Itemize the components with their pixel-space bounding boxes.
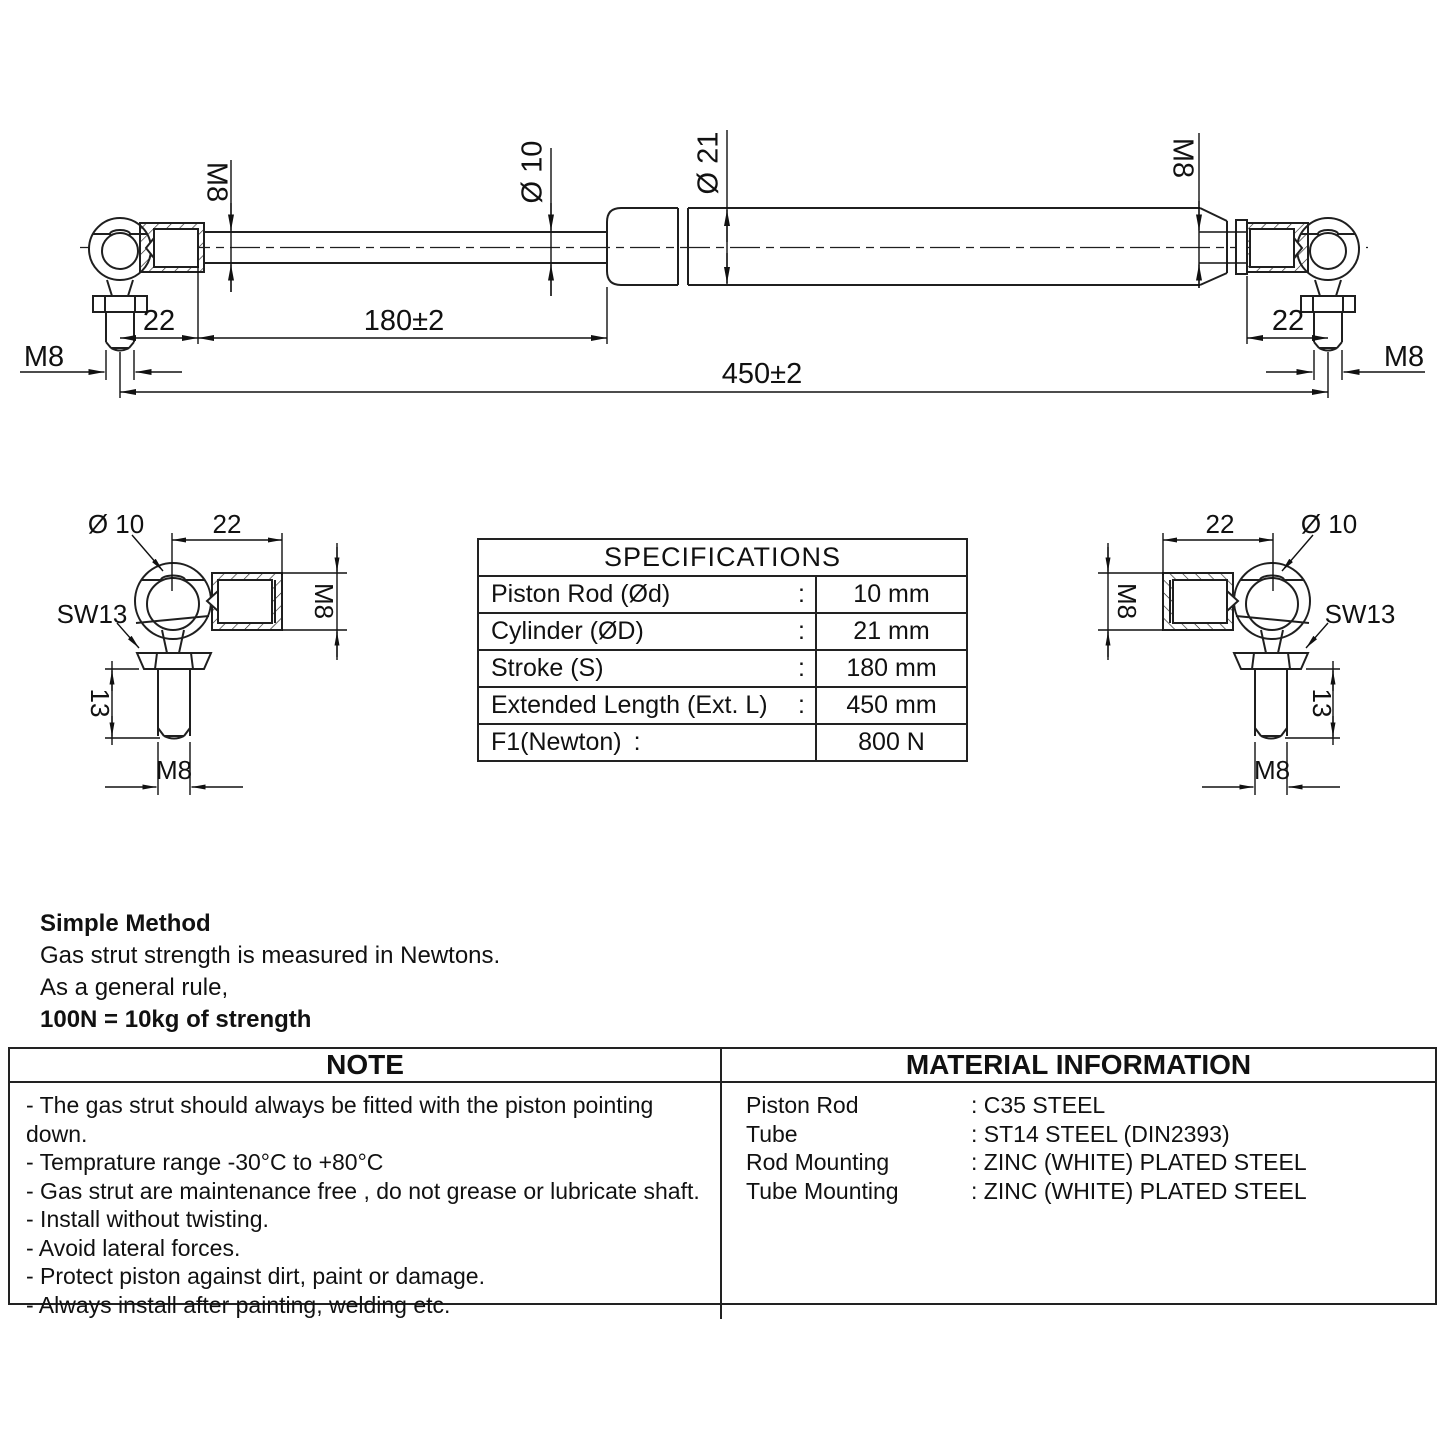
note-material-table [8, 1047, 1437, 1318]
material-value: : ZINC (WHITE) PLATED STEEL [971, 1177, 1307, 1204]
spec-value: 450 mm [846, 691, 937, 719]
material-row [746, 1148, 1427, 1177]
simple-method-block [40, 908, 500, 1036]
method-rule: 100N = 10kg of strength [40, 1006, 312, 1033]
dim-rod-diameter: Ø 10 [516, 140, 549, 204]
dim-m8-right-stud: M8 [1383, 341, 1425, 373]
detail-13-label: 13 [1307, 688, 1338, 718]
spec-label: Extended Length (Ext. L) [491, 691, 768, 719]
detail-m8-socket-label: M8 [1112, 582, 1143, 620]
spec-row-extended-length [479, 686, 966, 723]
material-row [746, 1177, 1427, 1206]
fitting-geometry [135, 563, 282, 739]
spec-label: Piston Rod (Ød) [491, 580, 671, 608]
table-header-row [10, 1049, 1435, 1083]
spec-label: Stroke (S) [491, 654, 604, 682]
table-body-row [10, 1083, 1435, 1319]
spec-label: Cylinder (ØD) [491, 617, 644, 645]
note-item: - Gas strut are maintenance free , do not grease or lubricate shaft. [26, 1177, 700, 1204]
method-title: Simple Method [40, 910, 211, 937]
spec-colon: : [798, 654, 805, 682]
spec-value: 21 mm [853, 617, 930, 645]
cylinder-tube [607, 208, 1247, 285]
detail-m8-socket-label: M8 [309, 582, 340, 620]
detail-dia10-label: Ø 10 [87, 509, 145, 539]
detail-13-label: 13 [85, 688, 116, 718]
material-label: Piston Rod [746, 1092, 859, 1118]
right-end-fitting-detail [1080, 495, 1410, 805]
dim-left-22: 22 [142, 305, 176, 337]
spec-colon: : [633, 728, 641, 756]
note-list [10, 1083, 722, 1319]
note-item: - Avoid lateral forces. [26, 1234, 241, 1261]
detail-22-label: 22 [212, 509, 242, 539]
fitting-labels [1112, 509, 1395, 785]
material-label: Tube Mounting [746, 1177, 899, 1204]
detail-m8-stud-label: M8 [155, 755, 193, 785]
spec-label: F1(Newton) [491, 728, 622, 756]
spec-row-cylinder [479, 612, 966, 649]
note-item: - Protect piston against dirt, paint or damage. [26, 1263, 485, 1289]
fitting-labels [57, 509, 340, 785]
dim-extended-450: 450±2 [721, 358, 803, 390]
specifications-table [477, 538, 968, 762]
gas-strut-main-drawing [0, 0, 1445, 470]
fitting-geometry [1163, 563, 1310, 739]
spec-colon: : [798, 617, 805, 645]
note-item: - Install without twisting. [26, 1206, 269, 1232]
detail-m8-stud-label: M8 [1253, 755, 1291, 785]
spec-colon: : [798, 580, 805, 608]
dim-m8-left-stud: M8 [23, 341, 65, 373]
spec-row-stroke [479, 649, 966, 686]
material-value: : C35 STEEL [971, 1092, 1106, 1118]
dim-stroke-180: 180±2 [363, 305, 445, 337]
dimension-labels [24, 132, 1424, 390]
dim-cylinder-diameter: Ø 21 [692, 131, 725, 195]
spec-value: 800 N [858, 728, 925, 756]
detail-22-label: 22 [1205, 509, 1235, 539]
strut-geometry [80, 208, 1368, 351]
material-row [746, 1091, 1427, 1120]
material-label: Tube [746, 1120, 798, 1147]
dim-m8-tube-thread: M8 [1166, 137, 1199, 179]
spec-value: 180 mm [846, 654, 937, 682]
material-list [722, 1083, 1435, 1319]
spec-table-title: SPECIFICATIONS [603, 542, 842, 572]
note-item: - The gas strut should always be fitted with the piston pointing down. [26, 1092, 654, 1147]
note-item: - Always install after painting, welding etc. [26, 1291, 451, 1318]
spec-row-f1-newton [479, 723, 966, 760]
left-end-fitting-detail [35, 495, 365, 805]
detail-sw13-label: SW13 [56, 599, 128, 629]
method-line: As a general rule, [40, 974, 229, 1001]
dim-right-22: 22 [1271, 305, 1305, 337]
material-header: MATERIAL INFORMATION [905, 1049, 1252, 1080]
spec-row-piston-rod [479, 575, 966, 612]
material-row [746, 1120, 1427, 1149]
dim-m8-rod-thread: M8 [200, 161, 233, 203]
material-label: Rod Mounting [746, 1149, 890, 1175]
detail-sw13-label: SW13 [1324, 599, 1396, 629]
spec-colon: : [798, 691, 805, 719]
detail-dia10-label: Ø 10 [1300, 509, 1358, 539]
note-header: NOTE [10, 1049, 722, 1081]
spec-value: 10 mm [853, 580, 930, 608]
material-value: : ZINC (WHITE) PLATED STEEL [971, 1149, 1307, 1175]
material-value: : ST14 STEEL (DIN2393) [971, 1120, 1230, 1147]
method-line: Gas strut strength is measured in Newtons. [40, 942, 501, 969]
note-item: - Temprature range -30°C to +80°C [26, 1149, 384, 1175]
